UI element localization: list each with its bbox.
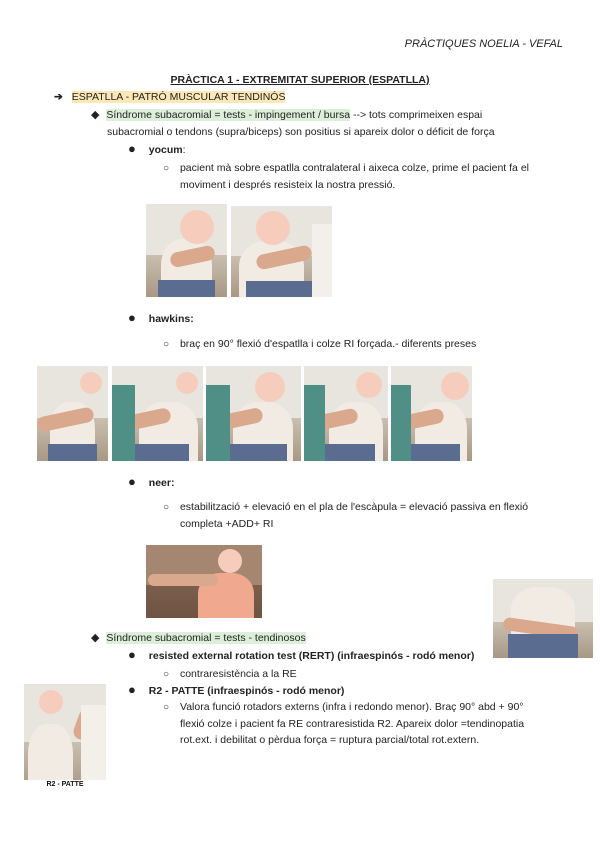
circle-bullet-icon: ○ bbox=[163, 502, 170, 513]
patte-item bbox=[128, 683, 344, 700]
patte-desc-line2: flexió colze i pacient fa RE contraresistida R2. Apareix dolor =tendinopatia bbox=[180, 718, 525, 730]
neer-desc-line2: completa +ADD+ RI bbox=[180, 518, 274, 530]
hawkins-item bbox=[128, 311, 194, 328]
diamond-bullet-icon: ◆ bbox=[91, 109, 100, 121]
patte-photo bbox=[24, 684, 106, 790]
page-header: PRÀCTIQUES NOELIA - VEFAL bbox=[404, 38, 563, 50]
section-label: ESPATLLA - PATRÓ MUSCULAR TENDINÓS bbox=[71, 91, 286, 103]
yocum-label: yocum bbox=[148, 144, 183, 156]
rert-item bbox=[128, 648, 474, 665]
hawkins-photo-5 bbox=[391, 366, 472, 461]
tendinosos-label: Síndrome subacromial = tests - tendinosos bbox=[106, 632, 306, 644]
hawkins-desc bbox=[163, 336, 476, 353]
arrow-icon: ➔ bbox=[54, 91, 63, 103]
rert-photo bbox=[493, 579, 593, 658]
yocum-desc bbox=[163, 160, 529, 177]
patte-photo-caption: R2 - PATTE bbox=[24, 780, 106, 790]
rert-desc bbox=[163, 666, 297, 683]
neer-desc bbox=[163, 499, 528, 516]
bullet-icon: ● bbox=[128, 310, 136, 325]
circle-bullet-icon: ○ bbox=[163, 339, 170, 350]
hawkins-desc-line1: braç en 90° flexió d'espatlla i colze RI forçada.- diferents preses bbox=[179, 338, 477, 350]
patte-label: R2 - PATTE (infraespinós - rodó menor) bbox=[148, 685, 345, 697]
patte-desc-line1: Valora funció rotadors externs (infra i redondo menor). Braç 90° abd + 90° bbox=[179, 701, 524, 713]
neer-desc-line1: estabilització + elevació en el pla de l'escàpula = elevació passiva en flexió bbox=[179, 501, 529, 513]
hawkins-photo-1 bbox=[37, 366, 108, 461]
patte-desc bbox=[163, 699, 523, 716]
bullet-icon: ● bbox=[128, 647, 136, 662]
yocum-colon: : bbox=[182, 144, 186, 156]
bullet-icon: ● bbox=[128, 682, 136, 697]
page-title: PRÀCTICA 1 - EXTREMITAT SUPERIOR (ESPATLLA) bbox=[170, 74, 430, 86]
rert-desc-line1: contraresistència a la RE bbox=[179, 668, 297, 680]
hawkins-photo-3 bbox=[206, 366, 301, 461]
neer-photo bbox=[146, 545, 262, 618]
neer-label: neer: bbox=[148, 477, 175, 489]
hawkins-label: hawkins: bbox=[148, 313, 194, 325]
hawkins-photo-2 bbox=[112, 366, 203, 461]
yocum-desc-line1: pacient mà sobre espatlla contralateral i aixeca colze, prime el pacient fa el bbox=[179, 162, 529, 174]
yocum-item bbox=[128, 142, 186, 159]
section-heading bbox=[54, 89, 285, 106]
yocum-desc-line2: moviment i després resisteix la nostra pressió. bbox=[180, 179, 396, 191]
rert-label: resisted external rotation test (RERT) (infraespinós - rodó menor) bbox=[148, 650, 475, 662]
bullet-icon: ● bbox=[128, 474, 136, 489]
neer-item bbox=[128, 475, 174, 492]
circle-bullet-icon: ○ bbox=[163, 163, 170, 174]
tendinosos-item bbox=[91, 630, 306, 647]
yocum-photo-2 bbox=[231, 206, 332, 297]
impingement-text-line2: subacromial o tendons (supra/biceps) son positius si apareix dolor o déficit de força bbox=[107, 126, 495, 138]
impingement-text: --> tots comprimeixen espai bbox=[352, 109, 483, 121]
yocum-photo-1 bbox=[146, 204, 227, 297]
patte-desc-line3: rot.ext. i debilitat o pèrdua força = ruptura parcial/total rot.extern. bbox=[180, 734, 480, 746]
diamond-bullet-icon: ◆ bbox=[91, 632, 100, 644]
circle-bullet-icon: ○ bbox=[163, 669, 170, 680]
circle-bullet-icon: ○ bbox=[163, 702, 170, 713]
impingement-label: Síndrome subacromial = tests - impingement / bursa bbox=[106, 109, 351, 121]
bullet-icon: ● bbox=[128, 141, 136, 156]
hawkins-photo-4 bbox=[304, 366, 388, 461]
impingement-item bbox=[91, 107, 482, 124]
